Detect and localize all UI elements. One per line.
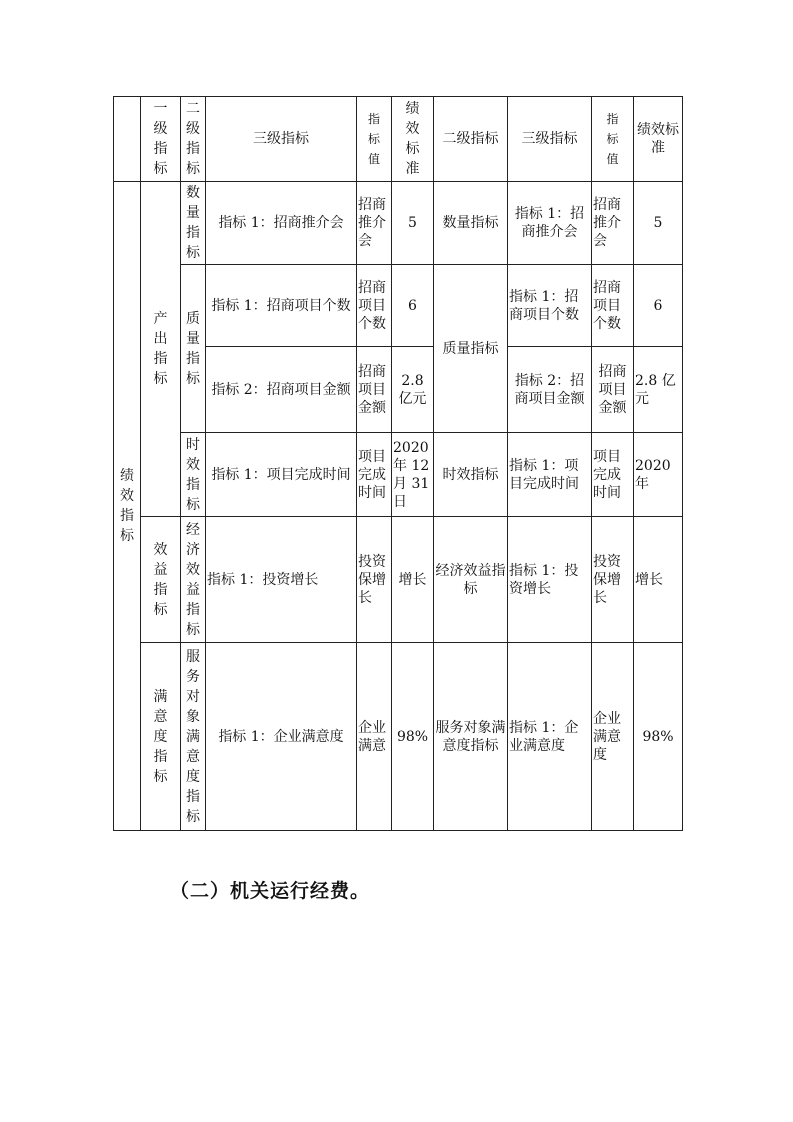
- value-cell: 招商推介会: [357, 182, 392, 265]
- table-row: [114, 643, 683, 831]
- value-b-cell: 招商项目金额: [592, 347, 634, 433]
- level3-b-cell: 指标 1：招商推介会: [508, 182, 592, 265]
- group-label-cell: 绩效指标: [114, 182, 141, 831]
- section-heading: （二）机关运行经费。: [170, 880, 371, 902]
- level2-cell: 质量指标: [181, 265, 206, 433]
- table-header-row: [114, 97, 683, 182]
- level2-cell: 经济效益指标: [181, 517, 206, 643]
- level3-cell: 指标 2：招商项目金额: [206, 347, 357, 433]
- level2-b-cell: 数量指标: [434, 182, 508, 265]
- level3-cell: 指标 1：投资增长: [206, 517, 357, 643]
- standard-cell: 98%: [392, 643, 434, 831]
- output-label-cell: 产出指标: [141, 182, 181, 517]
- level2-cell: 时效指标: [181, 433, 206, 517]
- level2-b-cell: 经济效益指标: [434, 517, 508, 643]
- standard-cell: 6: [392, 265, 434, 347]
- level3-cell: 指标 1：企业满意度: [206, 643, 357, 831]
- level3-b-cell: 指标 1：项目完成时间: [508, 433, 592, 517]
- table-row: [114, 517, 683, 643]
- header-level2: 二级指标: [181, 97, 206, 182]
- standard-b-cell: 2020 年: [634, 433, 683, 517]
- value-b-cell: 项目完成时间: [592, 433, 634, 517]
- benefit-label-cell: 效益指标: [141, 517, 181, 643]
- value-cell: 企业满意: [357, 643, 392, 831]
- level2-cell: 服务对象满意度指标: [181, 643, 206, 831]
- level3-b-cell: 指标 1：企业满意度: [508, 643, 592, 831]
- header-value: 指标值: [357, 97, 392, 182]
- level3-b-cell: 指标 2：招商项目金额: [508, 347, 592, 433]
- level3-cell: 指标 1：招商推介会: [206, 182, 357, 265]
- standard-cell: 增长: [392, 517, 434, 643]
- performance-indicator-table: [113, 96, 683, 831]
- satisfaction-label-cell: 满意度指标: [141, 643, 181, 831]
- level3-cell: 指标 1：招商项目个数: [206, 265, 357, 347]
- standard-cell: 2020 年 12 月 31 日: [392, 433, 434, 517]
- standard-cell: 2.8 亿元: [392, 347, 434, 433]
- table-row: [114, 182, 683, 265]
- level3-cell: 指标 1：项目完成时间: [206, 433, 357, 517]
- level2-b-cell: 质量指标: [434, 265, 508, 433]
- header-standard: 绩效标准: [392, 97, 434, 182]
- value-b-cell: 招商推介会: [592, 182, 634, 265]
- standard-b-cell: 98%: [634, 643, 683, 831]
- header-standard-b: 绩效标准: [634, 97, 683, 182]
- header-level3-b: 三级指标: [508, 97, 592, 182]
- value-cell: 招商项目个数: [357, 265, 392, 347]
- value-cell: 投资保增长: [357, 517, 392, 643]
- level2-b-cell: 时效指标: [434, 433, 508, 517]
- value-b-cell: 企业满意度: [592, 643, 634, 831]
- standard-cell: 5: [392, 182, 434, 265]
- value-b-cell: 投资保增长: [592, 517, 634, 643]
- header-level2-b: 二级指标: [434, 97, 508, 182]
- value-cell: 项目完成时间: [357, 433, 392, 517]
- table-row: [114, 433, 683, 517]
- header-value-b: 指标值: [592, 97, 634, 182]
- value-b-cell: 招商项目个数: [592, 265, 634, 347]
- standard-b-cell: 增长: [634, 517, 683, 643]
- level2-b-cell: 服务对象满意度指标: [434, 643, 508, 831]
- level3-b-cell: 指标 1：投资增长: [508, 517, 592, 643]
- header-level1: 一级指标: [141, 97, 181, 182]
- level2-cell: 数量指标: [181, 182, 206, 265]
- standard-b-cell: 5: [634, 182, 683, 265]
- level3-b-cell: 指标 1：招商项目个数: [508, 265, 592, 347]
- standard-b-cell: 6: [634, 265, 683, 347]
- table-row: [114, 265, 683, 347]
- value-cell: 招商项目金额: [357, 347, 392, 433]
- header-level3: 三级指标: [206, 97, 357, 182]
- standard-b-cell: 2.8 亿元: [634, 347, 683, 433]
- header-blank-cell: [114, 97, 141, 182]
